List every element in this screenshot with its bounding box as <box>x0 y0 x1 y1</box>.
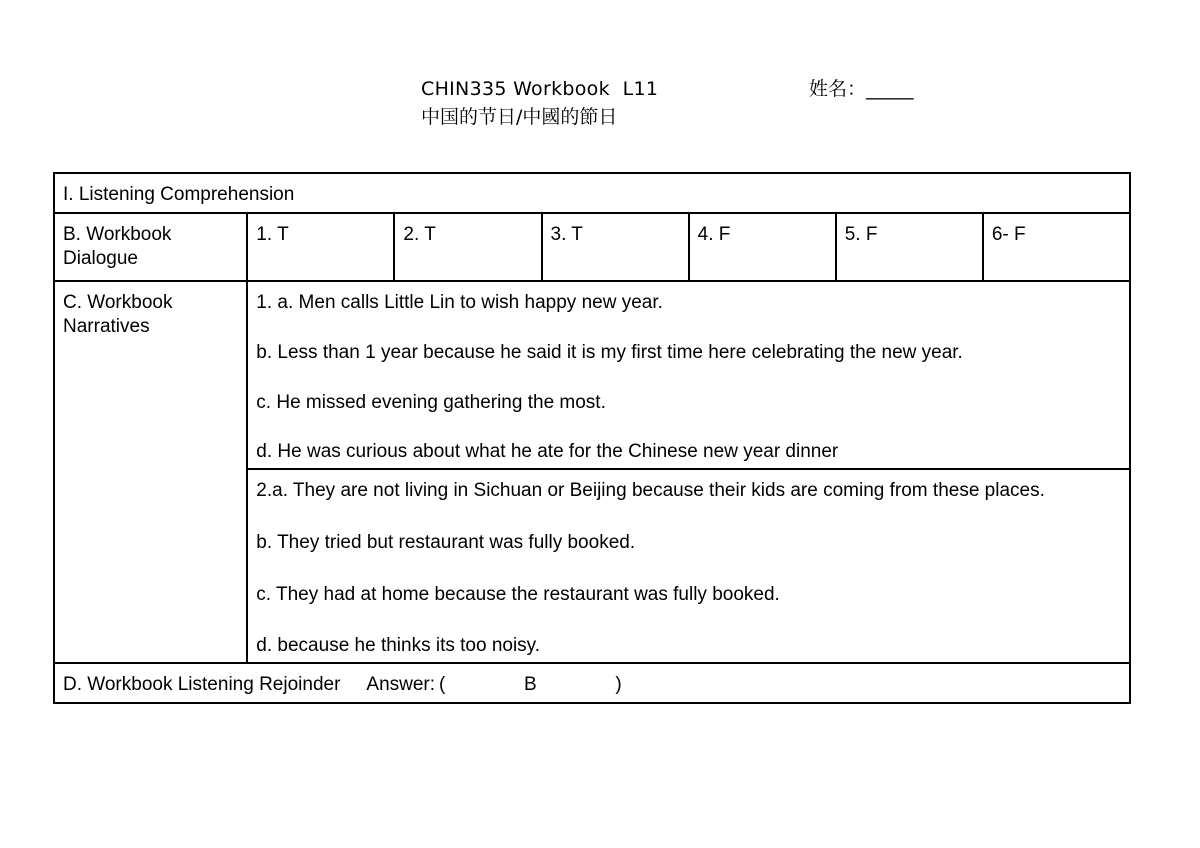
narrative-answer-1a: 1. a. Men calls Little Lin to wish happy new year. <box>256 292 663 313</box>
listening-rejoinder-cell <box>54 663 1130 703</box>
narratives-group-2 <box>247 469 1130 663</box>
rejoinder-answer-label: Answer: <box>366 674 436 695</box>
listening-comprehension-row <box>54 173 1130 213</box>
workbook-narratives-row-1 <box>54 281 1130 469</box>
rejoinder-close-paren: ) <box>615 674 622 695</box>
narratives-group-1 <box>247 281 1130 469</box>
dialogue-answer-1: 1. T <box>247 213 394 281</box>
page-header <box>421 74 914 130</box>
narrative-answer-2a: 2.a. They are not living in Sichuan or Beijing because their kids are coming from these places. <box>256 480 1045 501</box>
narrative-answer-2d: d. because he thinks its too noisy. <box>256 635 541 657</box>
listening-rejoinder-label: D. Workbook Listening Rejoinder <box>63 674 341 695</box>
narrative-answer-2b: b. They tried but restaurant was fully booked. <box>256 531 636 553</box>
workbook-narratives-label: C. Workbook Narratives <box>54 281 247 663</box>
rejoinder-answer-value: B <box>524 674 537 695</box>
lesson-title: 中国的节日/中國的節日 <box>421 106 618 128</box>
workbook-table <box>53 172 1131 704</box>
listening-rejoinder-row <box>54 663 1130 703</box>
header-line <box>421 74 914 102</box>
workbook-dialogue-row <box>54 213 1130 281</box>
dialogue-answer-4: 4. F <box>689 213 836 281</box>
narrative-answer-1b: b. Less than 1 year because he said it is my first time here celebrating the new year. <box>256 341 963 363</box>
listening-comprehension-title: I. Listening Comprehension <box>54 173 1130 213</box>
dialogue-answer-2: 2. T <box>394 213 541 281</box>
dialogue-answer-3: 3. T <box>542 213 689 281</box>
workbook-dialogue-label: B. Workbook Dialogue <box>54 213 247 281</box>
narrative-answer-1d: d. He was curious about what he ate for the Chinese new year dinner <box>256 441 839 463</box>
dialogue-answer-6: 6- F <box>983 213 1130 281</box>
narrative-answer-2c: c. They had at home because the restaurant was fully booked. <box>256 583 780 605</box>
rejoinder-open-paren: ( <box>439 674 446 695</box>
name-field-label: 姓名：_____ <box>809 78 914 100</box>
narrative-answer-1c: c. He missed evening gathering the most. <box>256 391 606 413</box>
course-title: CHIN335 Workbook L11 <box>421 78 659 100</box>
dialogue-answer-5: 5. F <box>836 213 983 281</box>
